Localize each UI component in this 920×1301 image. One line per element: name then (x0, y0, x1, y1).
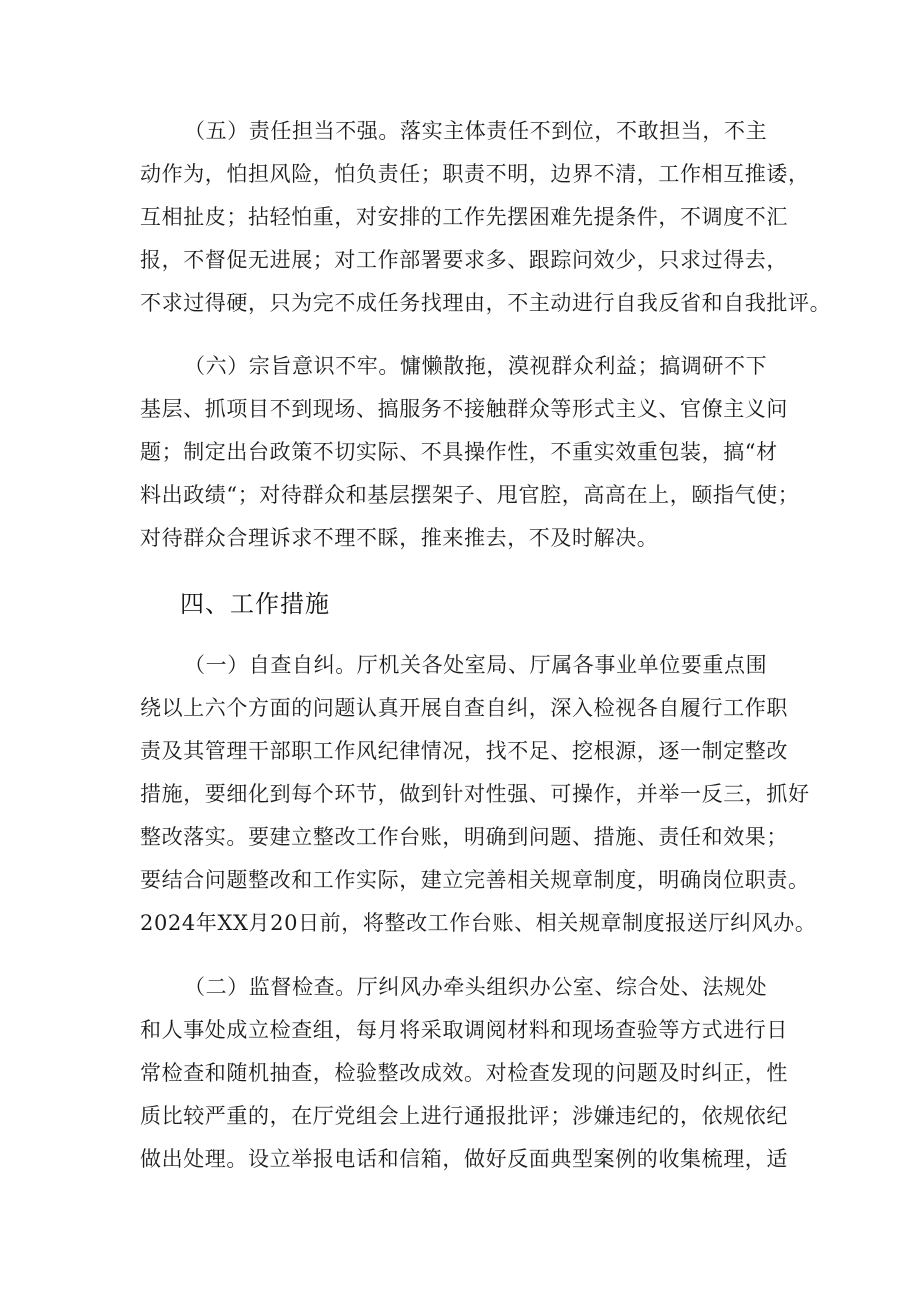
para6-line: 对待群众合理诉求不理不睬，推来推去，不及时解决。 (140, 526, 659, 550)
para6-line: 基层、抓项目不到现场、搞服务不接触群众等形式主义、官僚主义问 (140, 397, 788, 421)
measure2-line: 质比较严重的，在厅党组会上进行通报批评；涉嫌违纪的，依规依纪 (140, 1104, 788, 1128)
measure1-line: 责及其管理干部职工作风纪律情况，找不足、挖根源，逐一制定整改 (140, 739, 788, 763)
measure1-line: 要结合问题整改和工作实际，建立完善相关规章制度，明确岗位职责。 (140, 868, 810, 892)
para5-line: 动作为，怕担风险，怕负责任；职责不明，边界不清，工作相互推诿， (140, 162, 810, 186)
para5-line: 不求过得硬，只为完不成任务找理由，不主动进行自我反省和自我批评。 (140, 291, 832, 315)
measure1-line: 2024年XX月20日前，将整改工作台账、相关规章制度报送厅纠风办。 (140, 911, 817, 935)
para6-line: 题；制定出台政策不切实际、不具操作性，不重实效重包装，搞“材 (140, 440, 778, 464)
para5-line: 报，不督促无进展；对工作部署要求多、跟踪问效少，只求过得去， (140, 248, 788, 272)
para6-line: 料出政绩“；对待群众和基层摆架子、甩官腔，高高在上，颐指气使； (140, 483, 800, 507)
measure2-line: 做出处理。设立举报电话和信箱，做好反面典型案例的收集梳理，适 (140, 1147, 788, 1171)
measure1-line: 绕以上六个方面的问题认真开展自查自纠，深入检视各自履行工作职 (140, 696, 788, 720)
measure2-line: 常检查和随机抽查，检验整改成效。对检查发现的问题及时纠正，性 (140, 1061, 788, 1085)
measure2-line: （二）监督检查。厅纠风办牵头组织办公室、综合处、法规处 (184, 975, 768, 999)
para6-line: （六）宗旨意识不牢。慵懒散拖，漠视群众利益；搞调研不下 (184, 354, 768, 378)
measure1-line: 措施，要细化到每个环节，做到针对性强、可操作，并举一反三，抓好 (140, 782, 810, 806)
measure1-line: 整改落实。要建立整改工作台账，明确到问题、措施、责任和效果； (140, 825, 788, 849)
para5-line: 互相扯皮；拈轻怕重，对安排的工作先摆困难先提条件，不调度不汇 (140, 205, 788, 229)
measure2-line: 和人事处成立检查组，每月将采取调阅材料和现场查验等方式进行日 (140, 1018, 788, 1042)
para5-line: （五）责任担当不强。落实主体责任不到位，不敢担当，不主 (184, 119, 768, 143)
measure1-line: （一）自查自纠。厅机关各处室局、厅属各事业单位要重点围 (184, 653, 768, 677)
section-heading: 四、工作措施 (180, 590, 330, 618)
